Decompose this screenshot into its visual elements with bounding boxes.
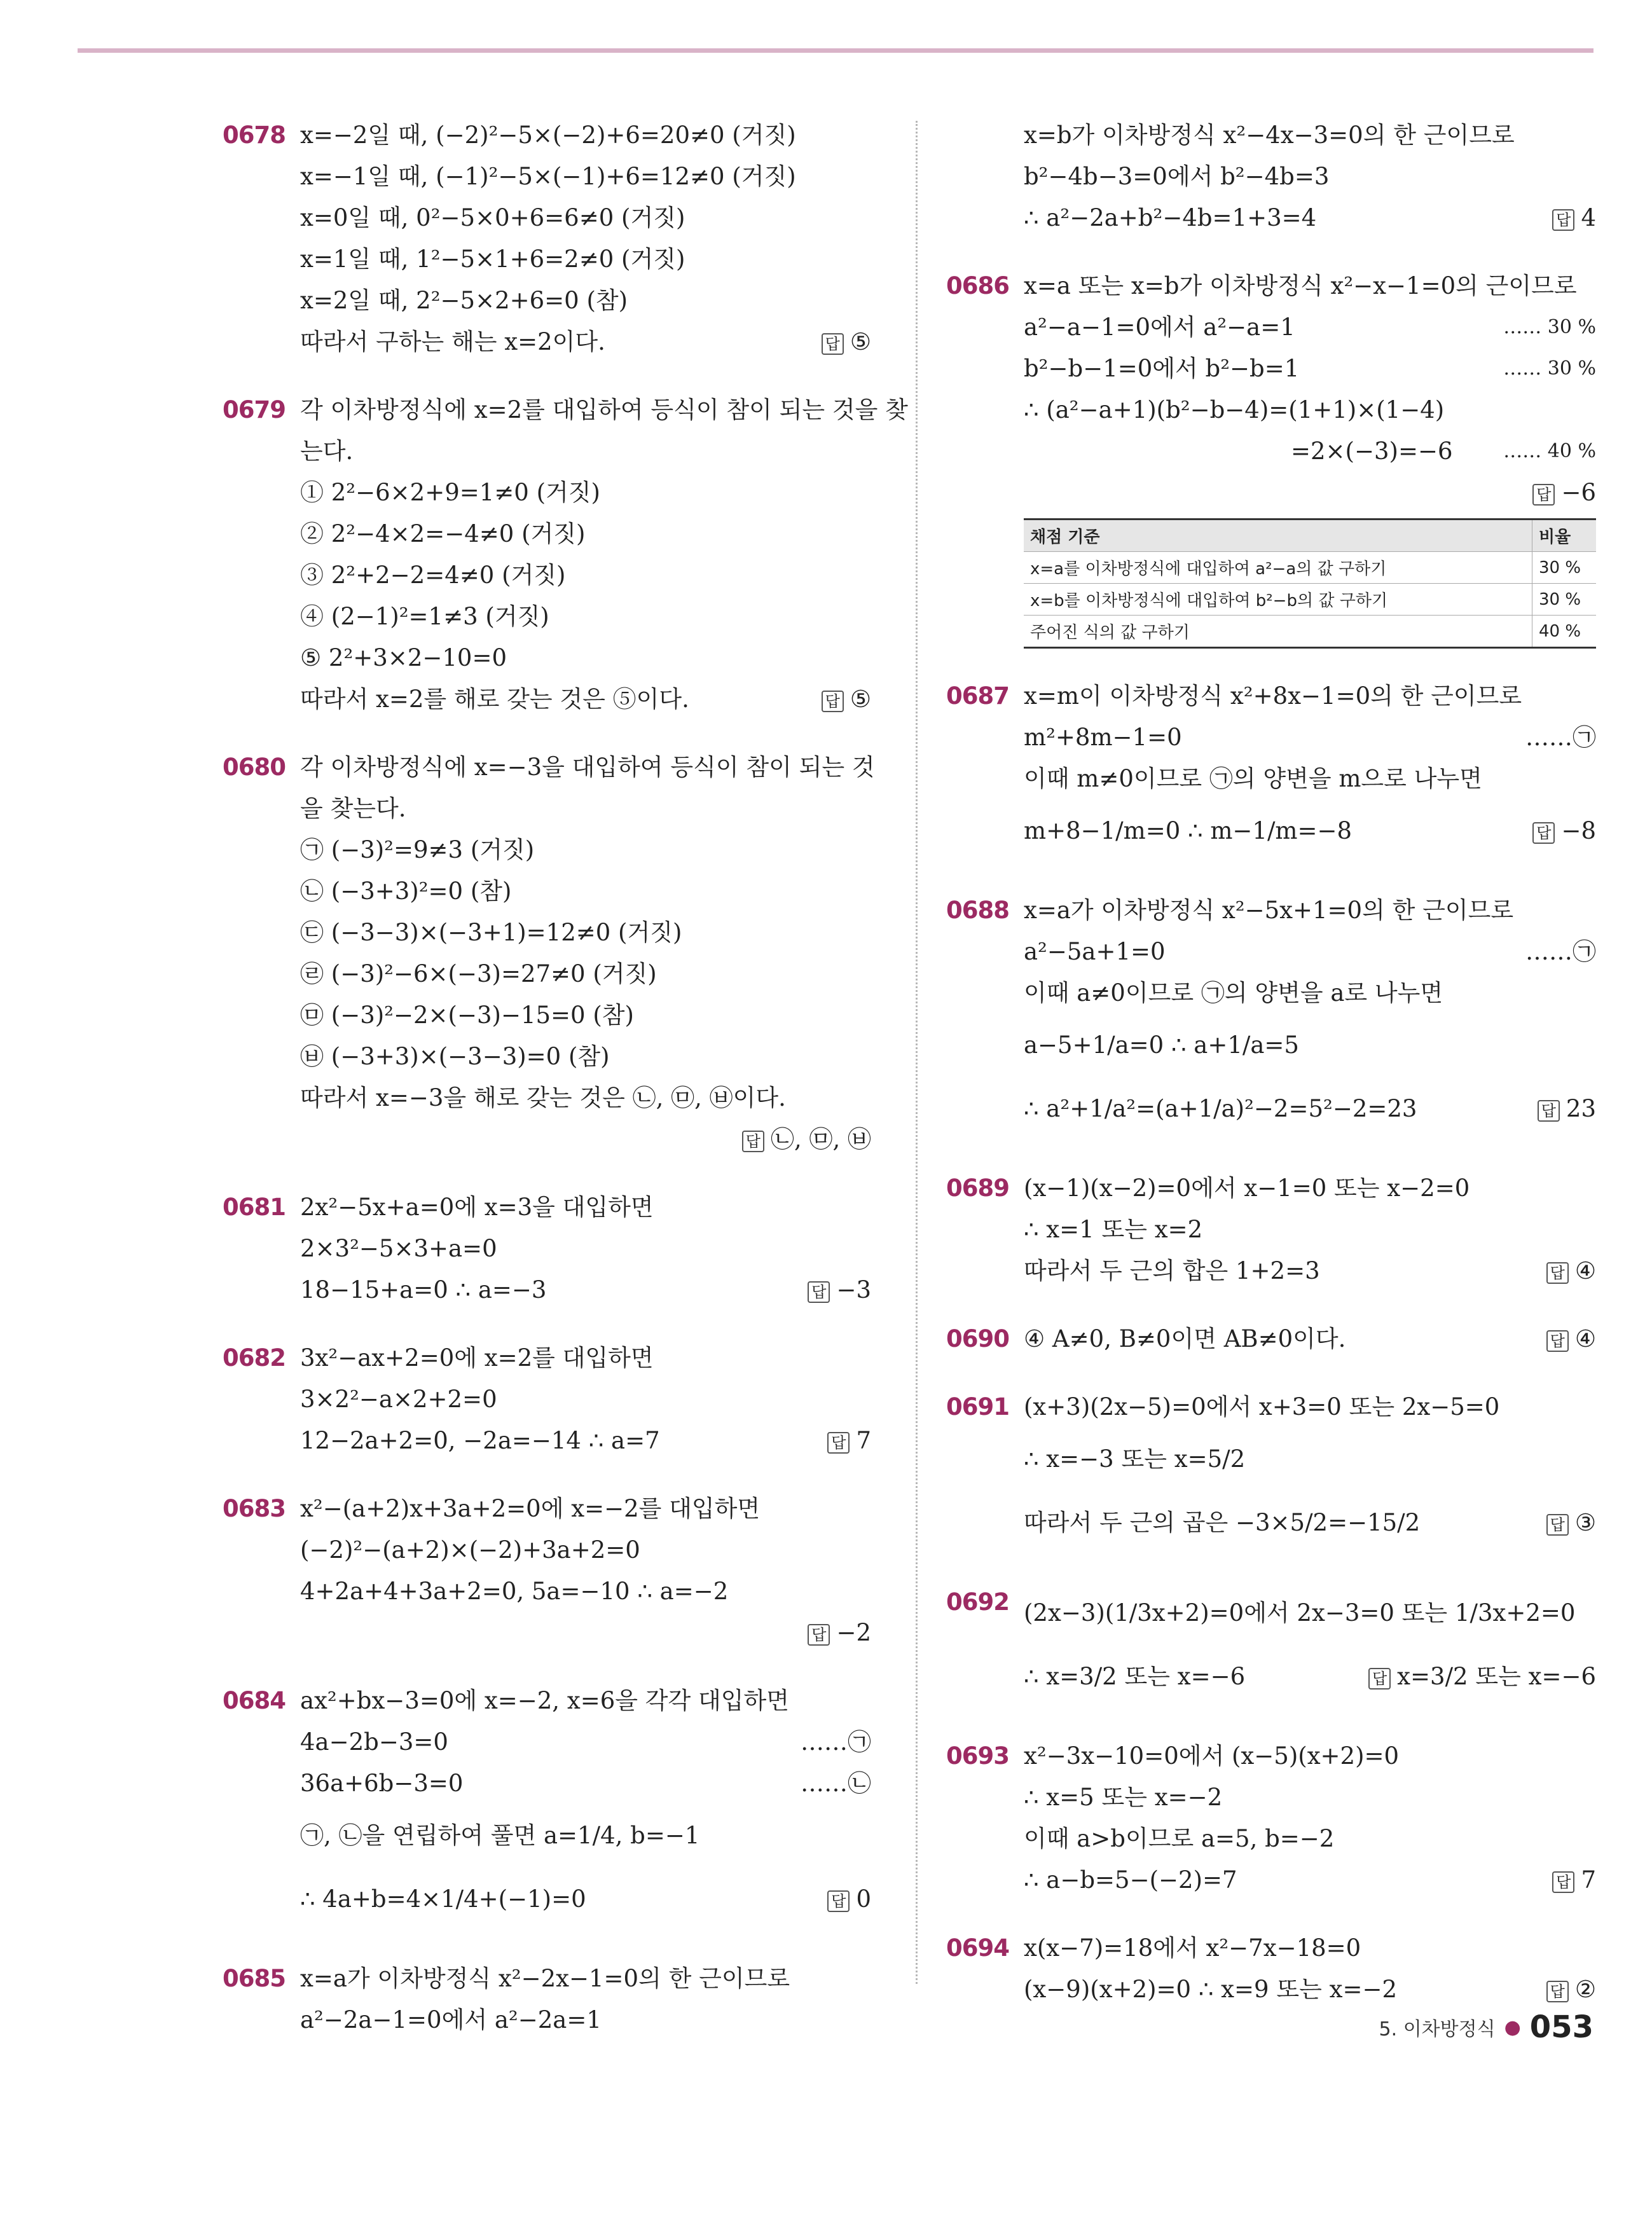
answer-tag: 답 <box>1552 1871 1574 1893</box>
problem-number: 0685 <box>223 1965 286 1992</box>
solution-line: ∴ x=1 또는 x=2 <box>1024 1216 1203 1243</box>
problem-0681 <box>223 1187 871 1311</box>
solution-line: (x−9)(x+2)=0 ∴ x=9 또는 x=−2 답 ② <box>1024 1969 1596 2010</box>
solution-line: x²−(a+2)x+3a+2=0에 x=−2를 대입하면 <box>300 1495 761 1522</box>
equation-marker: ……㉠ <box>801 1728 871 1756</box>
answer-line <box>1024 472 1596 513</box>
solution-line: 각 이차방정식에 x=−3을 대입하여 등식이 참이 되는 것 <box>300 754 875 781</box>
problem-number: 0684 <box>223 1687 286 1714</box>
solution-line: ∴ a−b=5−(−2)=7 답 7 <box>1024 1859 1596 1901</box>
answer-tag: 답 <box>822 333 844 355</box>
answer: 답 7 <box>1552 1859 1596 1901</box>
problem-number: 0683 <box>223 1495 286 1522</box>
solution-line: 따라서 구하는 해는 x=2이다. 답 ⑤ <box>300 321 871 362</box>
answer-tag: 답 <box>1546 1330 1569 1352</box>
answer: 답 −6 <box>1532 472 1596 513</box>
answer-tag: 답 <box>827 1432 850 1454</box>
left-column <box>223 114 908 2067</box>
solution-line: x=a가 이차방정식 x²−5x+1=0의 한 근이므로 <box>1024 897 1514 924</box>
solution-line: ③ 2²+2−2=4≠0 (거짓) <box>300 561 566 589</box>
solution-line: 이때 a>b이므로 a=5, b=−2 <box>1024 1825 1335 1852</box>
solution-line: m²+8m−1=0 ……㉠ <box>1024 717 1596 758</box>
problem-0693 <box>946 1735 1596 1901</box>
solution-line: a²−5a+1=0 ……㉠ <box>1024 931 1596 972</box>
answer: 답 −8 <box>1532 799 1596 863</box>
solution-line: x(x−7)=18에서 x²−7x−18=0 <box>1024 1934 1361 1962</box>
scoring-table <box>1024 518 1596 649</box>
answer: 답 ⑤ <box>822 678 871 720</box>
solution-line: x=0일 때, 0²−5×0+6=6≠0 (거짓) <box>300 204 685 231</box>
solution-line: ∴ x=3/2 또는 x=−6 답 x=3/2 또는 x=−6 <box>1024 1645 1596 1709</box>
equation-marker: ……㉠ <box>1525 938 1596 965</box>
solution-line: ④ (2−1)²=1≠3 (거짓) <box>300 603 549 630</box>
solution-line: x=−2일 때, (−2)²−5×(−2)+6=20≠0 (거짓) <box>300 121 796 149</box>
answer: 답 ② <box>1546 1969 1596 2010</box>
solution-line: 이때 m≠0이므로 ㉠의 양변을 m으로 나누면 <box>1024 765 1482 792</box>
solution-line: a²−2a−1=0에서 a²−2a=1 <box>300 2006 602 2034</box>
table-header: 비율 <box>1532 520 1597 552</box>
problem-0684 <box>223 1680 871 1931</box>
answer-tag: 답 <box>827 1890 850 1912</box>
solution-line: ④ A≠0, B≠0이면 AB≠0이다. 답 ④ <box>1024 1318 1596 1359</box>
problem-0687 <box>946 675 1596 863</box>
problem-number: 0679 <box>223 396 286 423</box>
solution-line: x²−3x−10=0에서 (x−5)(x+2)=0 <box>1024 1742 1400 1770</box>
solution-line: x=−1일 때, (−1)²−5×(−1)+6=12≠0 (거짓) <box>300 163 796 190</box>
solution-line: ⑤ 2²+3×2−10=0 <box>300 644 507 671</box>
answer-tag: 답 <box>1532 484 1555 506</box>
solution-line: ㉤ (−3)²−2×(−3)−15=0 (참) <box>300 1001 634 1029</box>
problem-0678 <box>223 114 871 362</box>
problem-0686 <box>946 265 1596 649</box>
answer-line <box>300 1612 871 1653</box>
bullet-icon: ● <box>1504 2016 1521 2039</box>
solution-line: 2x²−5x+a=0에 x=3을 대입하면 <box>300 1194 654 1221</box>
solution-line: ∴ (a²−a+1)(b²−b−4)=(1+1)×(1−4) <box>1024 396 1445 423</box>
solution-line: (2x−3)(1/3x+2)=0에서 2x−3=0 또는 1/3x+2=0 <box>1024 1599 1576 1627</box>
problem-0682 <box>223 1337 871 1461</box>
solution-line: (−2)²−(a+2)×(−2)+3a+2=0 <box>300 1536 640 1564</box>
solution-line: 12−2a+2=0, −2a=−14 ∴ a=7 답 7 <box>300 1420 871 1461</box>
problem-number: 0678 <box>223 121 286 149</box>
problem-number: 0681 <box>223 1194 286 1221</box>
chapter-title: 5. 이차방정식 <box>1379 2018 1496 2041</box>
problem-0694 <box>946 1927 1596 2010</box>
problem-number: 0686 <box>946 272 1009 299</box>
problem-number: 0688 <box>946 897 1009 924</box>
problem-number: 0693 <box>946 1742 1009 1770</box>
table-row: x=b를 이차방정식에 대입하여 b²−b의 값 구하기 30 % <box>1024 584 1596 616</box>
problem-0680 <box>223 747 875 1160</box>
answer-line <box>300 1118 871 1160</box>
equation-marker: ……㉡ <box>801 1770 871 1797</box>
solution-line: x=a 또는 x=b가 이차방정식 x²−x−1=0의 근이므로 <box>1024 272 1577 299</box>
answer-tag: 답 <box>1552 209 1574 231</box>
solution-line: 각 이차방정식에 x=2를 대입하여 등식이 참이 되는 것을 찾 <box>300 396 908 423</box>
problem-0685-continued <box>946 114 1596 238</box>
problem-0688 <box>946 890 1596 1141</box>
solution-line: 이때 a≠0이므로 ㉠의 양변을 a로 나누면 <box>1024 979 1443 1007</box>
solution-line: ① 2²−6×2+9=1≠0 (거짓) <box>300 479 600 506</box>
solution-line: 을 찾는다. <box>300 795 406 822</box>
solution-line: 따라서 x=2를 해로 갖는 것은 ⑤이다. 답 ⑤ <box>300 678 871 720</box>
solution-line: 따라서 두 근의 곱은 −3×5/2=−15/2 답 ③ <box>1024 1491 1596 1555</box>
table-row: 주어진 식의 값 구하기 40 % <box>1024 616 1596 648</box>
solution-line: ∴ x=5 또는 x=−2 <box>1024 1784 1223 1811</box>
solution-line: 3x²−ax+2=0에 x=2를 대입하면 <box>300 1344 654 1372</box>
solution-line: 36a+6b−3=0 ……㉡ <box>300 1763 871 1804</box>
table-row: x=a를 이차방정식에 대입하여 a²−a의 값 구하기 30 % <box>1024 552 1596 584</box>
answer-tag: 답 <box>1546 1262 1569 1284</box>
answer: 답 x=3/2 또는 x=−6 <box>1368 1645 1596 1709</box>
solution-line: 2×3²−5×3+a=0 <box>300 1235 497 1262</box>
solution-line: 따라서 두 근의 합은 1+2=3 답 ④ <box>1024 1250 1596 1291</box>
answer: 답 ③ <box>1546 1491 1596 1555</box>
solution-line: m+8−1/m=0 ∴ m−1/m=−8 답 −8 <box>1024 799 1596 863</box>
solution-line: x=1일 때, 1²−5×1+6=2≠0 (거짓) <box>300 245 685 273</box>
score-percent: …… 30 % <box>1503 357 1596 380</box>
solution-line: ∴ a²−2a+b²−4b=1+3=4 답 4 <box>1024 197 1596 238</box>
answer-tag: 답 <box>1546 1981 1569 2002</box>
answer: 답 ④ <box>1546 1318 1596 1359</box>
solution-line: x=2일 때, 2²−5×2+6=0 (참) <box>300 287 628 314</box>
solution-line: ㉢ (−3−3)×(−3+1)=12≠0 (거짓) <box>300 919 682 946</box>
solution-line: ② 2²−4×2=−4≠0 (거짓) <box>300 520 586 547</box>
answer: 답 23 <box>1538 1077 1596 1141</box>
solution-line: 는다. <box>300 437 354 465</box>
score-percent: …… 40 % <box>1503 440 1596 462</box>
column-divider <box>916 121 918 1984</box>
answer-tag: 답 <box>822 691 844 712</box>
solution-line: 4a−2b−3=0 ……㉠ <box>300 1721 871 1763</box>
answer-tag: 답 <box>1538 1100 1560 1122</box>
answer-tag: 답 <box>808 1624 830 1646</box>
answer-tag: 답 <box>1532 822 1555 844</box>
solution-line: x=a가 이차방정식 x²−2x−1=0의 한 근이므로 <box>300 1965 790 1992</box>
answer: 답 −3 <box>808 1269 871 1311</box>
problem-0690 <box>946 1318 1596 1359</box>
solution-line: 3×2²−a×2+2=0 <box>300 1386 497 1413</box>
problem-number: 0694 <box>946 1934 1009 1962</box>
solution-line: a−5+1/a=0 ∴ a+1/a=5 <box>1024 1031 1299 1059</box>
problem-number: 0691 <box>946 1393 1009 1421</box>
answer: 답 ⑤ <box>822 321 871 362</box>
problem-0679 <box>223 389 908 720</box>
answer-tag: 답 <box>1368 1668 1391 1690</box>
right-column <box>946 114 1596 2037</box>
problem-0689 <box>946 1167 1596 1291</box>
problem-number: 0680 <box>223 754 286 781</box>
problem-0691 <box>946 1386 1596 1555</box>
solution-line: ㉣ (−3)²−6×(−3)=27≠0 (거짓) <box>300 960 657 988</box>
score-percent: …… 30 % <box>1503 316 1596 338</box>
solution-line: ∴ x=−3 또는 x=5/2 <box>1024 1445 1246 1473</box>
problem-number: 0690 <box>946 1325 1009 1352</box>
solution-line: b²−b−1=0에서 b²−b=1 …… 30 % <box>1024 348 1596 389</box>
solution-line: (x−1)(x−2)=0에서 x−1=0 또는 x−2=0 <box>1024 1174 1470 1202</box>
solution-line: b²−4b−3=0에서 b²−4b=3 <box>1024 163 1330 190</box>
problem-0692 <box>946 1581 1596 1709</box>
problem-0683 <box>223 1488 871 1653</box>
answer-tag: 답 <box>808 1281 830 1303</box>
solution-line: x=b가 이차방정식 x²−4x−3=0의 한 근이므로 <box>1024 121 1515 149</box>
answer: 답 ④ <box>1546 1250 1596 1291</box>
solution-line: x=m이 이차방정식 x²+8x−1=0의 한 근이므로 <box>1024 682 1522 710</box>
answer: 답 ㉡, ㉤, ㉥ <box>742 1118 871 1160</box>
solution-line: ㉥ (−3+3)×(−3−3)=0 (참) <box>300 1043 610 1070</box>
top-rule <box>78 48 1593 53</box>
page-number: 053 <box>1529 2009 1593 2045</box>
problem-number: 0687 <box>946 682 1009 710</box>
solution-line: 18−15+a=0 ∴ a=−3 답 −3 <box>300 1269 871 1311</box>
answer: 답 0 <box>827 1868 871 1931</box>
answer-tag: 답 <box>1546 1514 1569 1536</box>
problem-number: 0682 <box>223 1344 286 1372</box>
solution-line: ∴ a²+1/a²=(a+1/a)²−2=5²−2=23 답 23 <box>1024 1077 1596 1141</box>
solution-line: ㉠ (−3)²=9≠3 (거짓) <box>300 836 535 864</box>
solution-line: ∴ 4a+b=4×1/4+(−1)=0 답 0 <box>300 1868 871 1931</box>
problem-number: 0689 <box>946 1174 1009 1202</box>
solution-line: =2×(−3)=−6 …… 40 % <box>1024 430 1596 472</box>
solution-line: a²−a−1=0에서 a²−a=1 …… 30 % <box>1024 306 1596 348</box>
page-footer <box>1379 2009 1593 2045</box>
answer-tag: 답 <box>742 1131 764 1152</box>
equation-marker: ……㉠ <box>1525 724 1596 751</box>
table-header: 채점 기준 <box>1024 520 1532 552</box>
solution-line: 4+2a+4+3a+2=0, 5a=−10 ∴ a=−2 <box>300 1578 729 1605</box>
solution-line: ㉠, ㉡을 연립하여 풀면 a=1/4, b=−1 <box>300 1822 700 1849</box>
solution-line: (x+3)(2x−5)=0에서 x+3=0 또는 2x−5=0 <box>1024 1393 1500 1421</box>
solution-line: ax²+bx−3=0에 x=−2, x=6을 각각 대입하면 <box>300 1687 789 1714</box>
problem-0685 <box>223 1958 871 2041</box>
problem-number: 0692 <box>946 1588 1009 1616</box>
answer: 답 −2 <box>808 1612 871 1653</box>
answer: 답 7 <box>827 1420 871 1461</box>
solution-line: ㉡ (−3+3)²=0 (참) <box>300 878 512 905</box>
solution-line: 따라서 x=−3을 해로 갖는 것은 ㉡, ㉤, ㉥이다. <box>300 1084 786 1112</box>
answer: 답 4 <box>1552 197 1596 238</box>
